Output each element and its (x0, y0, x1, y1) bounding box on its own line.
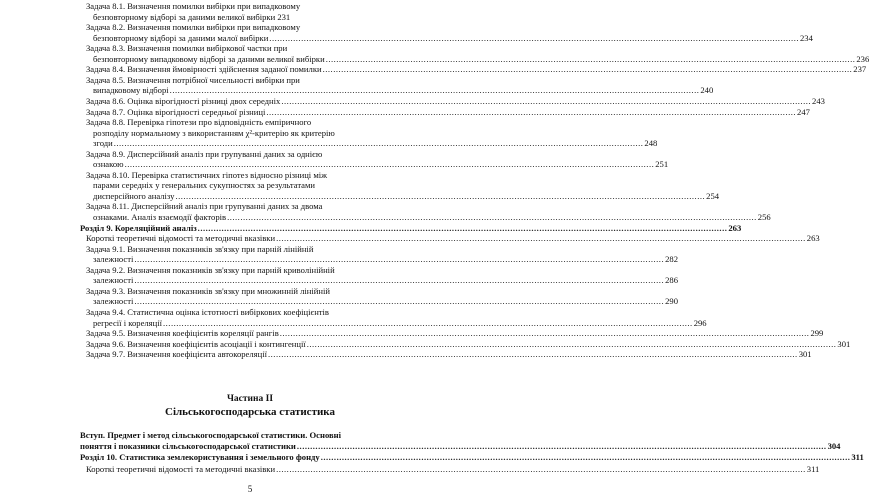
toc-leader-dots: ........................................................................................................................................................................................................ (134, 296, 665, 307)
toc-page-number: 240 (700, 85, 714, 96)
toc-entry (93, 212, 771, 223)
toc-entry-text: Задача 8.7. Оцінка вірогідності середньої різниці (86, 106, 266, 117)
toc-entry (93, 32, 813, 44)
toc-entry (86, 1, 378, 12)
toc-page-number: 247 (797, 106, 810, 117)
toc-entry-text: ознаками. Аналіз взаємодії факторів (93, 212, 227, 222)
toc-entry (93, 180, 378, 191)
toc-entry-text: безповторному випадковому відборі за даними великої вибірки (93, 53, 325, 64)
toc-page-number: 254 (706, 190, 720, 201)
toc-entry-text: випадковому відборі (93, 85, 169, 96)
toc-entry-text: Задача 9.5. Визначення коефіцієнтів кореляції рангів (86, 328, 279, 339)
toc-entry (93, 159, 669, 170)
toc-entry (86, 201, 378, 212)
toc-leader-dots: ........................................................................................................................................................................................................ (306, 338, 837, 349)
toc-entry-text: Задача 8.5. Визначення потрібної чисельності вибірки при (86, 74, 300, 85)
toc-entry-text: Розділ 10. Статистика землекористування і земельного фонду (80, 452, 320, 463)
toc-leader-dots: ........................................................................................................................................................................................................ (169, 85, 700, 96)
toc-page-number: 282 (665, 254, 678, 265)
toc-entry (93, 12, 378, 23)
toc-entry-text: Задача 9.2. Визначення показників зв'язку при парній криволінійній (86, 264, 335, 275)
toc-entry-text: поняття і показники сільськогосподарської статистики (80, 441, 296, 452)
toc-leader-dots: ........................................................................................................................................................................................................ (175, 190, 706, 201)
toc-entry (86, 149, 378, 160)
toc-entry (86, 117, 378, 128)
toc-entry (93, 254, 678, 265)
toc-entry-text: залежності (93, 275, 134, 286)
toc-entry-text: розподілу нормальному з використанням χ²-критерію як критерію (93, 127, 335, 138)
toc-entry (86, 349, 812, 360)
toc-entry-text: Задача 9.4. Статистична оцінка істотності вибіркових коефіцієнтів (86, 306, 329, 317)
toc-leader-dots: ........................................................................................................................................................................................................ (268, 349, 798, 360)
toc-page-number: 251 (655, 159, 669, 170)
toc-leader-dots: ........................................................................................................................................................................................................ (227, 212, 757, 222)
toc-leader-dots: ........................................................................................................................................................................................................ (269, 32, 799, 43)
page-number: 5 (247, 484, 253, 494)
toc-entry-text: безповторному відборі за даними великої вибірки 231 (93, 11, 291, 22)
toc-entry-text: Задача 8.6. Оцінка вірогідності різниці двох середніх (86, 95, 281, 106)
toc-entry (86, 170, 378, 181)
toc-entry (86, 286, 378, 297)
toc-entry (93, 275, 678, 286)
toc-leader-dots: ........................................................................................................................................................................................................ (281, 95, 812, 106)
toc-entry-text: Задача 8.9. Дисперсійний аналіз при групуванні даних за однією (86, 148, 323, 159)
toc-entry-text: Задача 8.10. Перевірка статистичних гіпотез відносно різниці між (86, 169, 328, 180)
toc-entry (86, 106, 810, 118)
toc-entry (86, 95, 825, 107)
toc-entry-text: Короткі теоретичні відомості та методичні вказівки (86, 233, 276, 244)
toc-entry-text: Задача 8.3. Визначення помилки вибіркової частки при (86, 43, 288, 54)
toc-entry-text: Задача 8.8. Перевірка гіпотези про відповідність емпіричного (86, 117, 312, 128)
toc-entry (86, 307, 378, 318)
toc-page-number: 311 (806, 463, 820, 474)
toc-entry (93, 85, 714, 96)
toc-leader-dots: ........................................................................................................................................................................................................ (276, 463, 806, 474)
toc-entry (93, 128, 378, 139)
toc-entry (86, 43, 378, 54)
toc-leader-dots: ........................................................................................................................................................................................................ (279, 328, 810, 339)
toc-leader-dots: ........................................................................................................................................................................................................ (134, 254, 665, 265)
toc-leader-dots: ........................................................................................................................................................................................................ (113, 138, 644, 149)
toc-entry (86, 64, 867, 75)
toc-leader-dots: ........................................................................................................................................................................................................ (266, 106, 797, 117)
toc-entry-text: Задача 8.4. Визначення ймовірності здійснення заданої помилки (86, 64, 322, 75)
toc-page-number: 304 (827, 441, 841, 452)
toc-entry-text: Короткі теоретичні відомості та методичні вказівки (86, 463, 276, 474)
toc-entry (86, 328, 824, 339)
toc-entry (86, 233, 820, 244)
toc-entry (93, 190, 720, 202)
part-title: Частина ІІ (226, 394, 274, 404)
toc-entry-text: Задача 8.2. Визначення помилки вибірки при випадковому (86, 22, 301, 33)
toc-section-heading (80, 441, 841, 452)
toc-leader-dots: ........................................................................................................................................................................................................ (276, 233, 806, 244)
toc-entry (86, 244, 378, 255)
toc-entry-text: дисперсійного аналізу (93, 190, 175, 201)
toc-page-number: 286 (665, 275, 678, 286)
toc-leader-dots: ........................................................................................................................................................................................................ (320, 452, 851, 463)
toc-entry-text: безповторному відборі за даними малої вибірки (93, 32, 269, 43)
toc-entry-text: регресії і кореляції (93, 317, 162, 328)
toc-entry-text: залежності (93, 296, 134, 307)
toc-page-number: 311 (851, 452, 864, 463)
part-subtitle: Сільськогосподарська статистика (165, 406, 335, 418)
toc-entry-text: Розділ 9. Кореляційний аналіз (80, 222, 197, 233)
toc-entry-text: ознакою (93, 159, 124, 170)
toc-page-number: 234 (799, 32, 813, 43)
toc-entry (93, 53, 869, 65)
toc-entry-text: парами середніх у генеральних сукупностях за результатами (93, 180, 316, 191)
toc-page-number: 243 (812, 95, 825, 106)
toc-page-number: 263 (806, 233, 820, 244)
toc-page-number: 301 (798, 349, 812, 360)
toc-entry (93, 138, 658, 149)
toc-entry (86, 75, 378, 86)
toc-entry-text: Задача 8.1. Визначення помилки вибірки при випадковому (86, 1, 301, 11)
toc-entry (93, 317, 707, 329)
toc-entry (86, 463, 820, 475)
toc-entry-text: Задача 9.7. Визначення коефіцієнта автокореляції (86, 349, 267, 360)
toc-leader-dots: ........................................................................................................................................................................................................ (124, 159, 655, 170)
toc-page-number: 263 (728, 222, 742, 233)
toc-leader-dots: ........................................................................................................................................................................................................ (322, 64, 853, 75)
toc-entry-text: Вступ. Предмет і метод сільськогосподарської статистики. Основні (80, 430, 342, 440)
toc-entry-text: згоди (93, 138, 113, 149)
toc-page-number: 290 (665, 296, 678, 307)
toc-entry-text: Задача 9.3. Визначення показників зв'язку при множинній лінійній (86, 285, 330, 296)
toc-entry-text: залежності (93, 254, 134, 265)
toc-page-number: 236 (856, 53, 869, 64)
toc-entry-text: Задача 8.11. Дисперсійний аналіз при групуванні даних за двома (86, 201, 323, 212)
toc-entry-text: Задача 9.1. Визначення показників зв'язку при парній лінійній (86, 243, 314, 254)
toc-leader-dots: ........................................................................................................................................................................................................ (134, 275, 665, 286)
toc-page-number: 248 (644, 138, 658, 149)
toc-entry (93, 296, 678, 307)
toc-entry-text: Задача 9.6. Визначення коефіцієнтів асоціації і контингенції (86, 338, 306, 349)
toc-leader-dots: ........................................................................................................................................................................................................ (296, 441, 827, 452)
toc-leader-dots: ........................................................................................................................................................................................................ (197, 222, 728, 233)
toc-page-number: 296 (693, 317, 707, 328)
toc-leader-dots: ........................................................................................................................................................................................................ (163, 317, 693, 328)
toc-entry (86, 338, 851, 350)
toc-entry (86, 265, 378, 276)
toc-page-number: 301 (837, 338, 851, 349)
toc-page-number: 256 (757, 212, 771, 222)
toc-section-heading (80, 430, 378, 441)
toc-section-heading (80, 452, 864, 463)
toc-entry (86, 22, 378, 33)
toc-page-number: 237 (853, 64, 867, 75)
toc-page-number: 299 (810, 328, 824, 339)
toc-section-heading (80, 222, 742, 234)
toc-leader-dots: ........................................................................................................................................................................................................ (325, 53, 856, 64)
